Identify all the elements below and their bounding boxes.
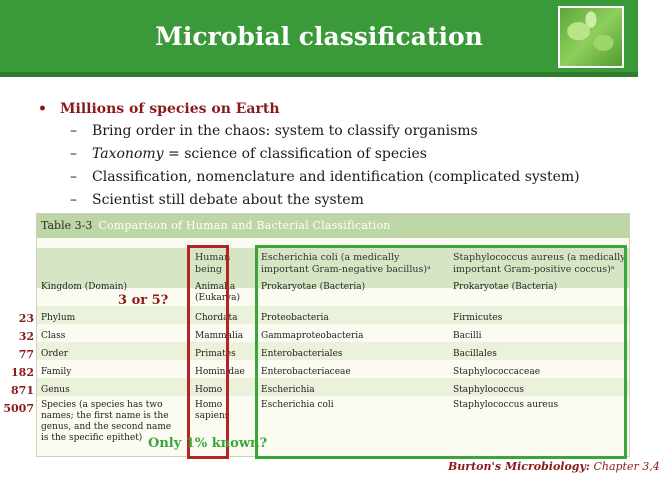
sub-bullet-text: = science of classification of species: [163, 146, 427, 162]
cell-line: Staphylococcus: [453, 385, 525, 395]
rank-cell: [41, 282, 127, 293]
rank-cell: [41, 313, 75, 324]
cell-line: Gammaproteobacteria: [261, 331, 364, 341]
slide-header: [0, 0, 638, 77]
cell-line: Escherichia: [261, 385, 315, 395]
phylum-count: 23: [18, 312, 34, 325]
rank-cell: [41, 331, 65, 342]
bullet-main: [38, 98, 618, 120]
family-count: 182: [11, 366, 34, 379]
cell-line: Staphylococcus aureus: [453, 400, 559, 410]
cell-line: Family: [41, 367, 72, 377]
header-line: important Gram-negative bacillus)ᵃ: [261, 264, 431, 275]
bacteria-columns-highlight: [255, 245, 627, 459]
table-caption: Comparison of Human and Bacterial Classification: [98, 219, 391, 232]
cell-line: Chordata: [195, 313, 238, 323]
cell-line: Prokaryotae (Bacteria): [453, 282, 558, 292]
slide-title: Microbial classification: [155, 22, 483, 51]
cell-line: (Eukarya): [195, 293, 240, 303]
dash-marker: –: [70, 146, 77, 162]
cell-line: Proteobacteria: [261, 313, 329, 323]
cell-line: Mammalia: [195, 331, 244, 341]
bullet-marker: •: [38, 101, 47, 117]
cell-line: Enterobacteriales: [261, 349, 343, 359]
known-fraction-annotation: Only 1% known?: [148, 436, 268, 451]
cell-line: Bacillales: [453, 349, 497, 359]
sub-bullet: [38, 120, 618, 143]
dash-marker: –: [70, 169, 77, 185]
order-count: 77: [18, 348, 34, 361]
table-title-bar: [37, 214, 629, 238]
sub-bullet-text: Scientist still debate about the system: [92, 192, 364, 208]
human-column-highlight: [187, 245, 229, 459]
cell-line: Hominidae: [195, 367, 245, 377]
cell-line: sapiens: [195, 411, 230, 421]
rank-cell: [41, 367, 71, 378]
cell-line: Enterobacteriaceae: [261, 367, 351, 377]
genus-count: 871: [11, 384, 34, 397]
rank-cell: [41, 385, 70, 396]
cell-line: names; the first name is the: [41, 411, 169, 421]
header-line: important Gram-positive coccus)ᵃ: [453, 264, 615, 275]
cell-line: Homo: [195, 385, 223, 395]
sub-bullet: [38, 143, 618, 166]
cell-line: Order: [41, 349, 69, 359]
header-line: Staphylococcus aureus (a medically: [453, 252, 626, 263]
cell-line: Primates: [195, 349, 236, 359]
cell-line: is the specific epithet): [41, 433, 143, 443]
cell-line: Homo: [195, 400, 223, 410]
cell-line: Firmicutes: [453, 313, 503, 323]
source-citation: [448, 460, 660, 473]
cell-line: Genus: [41, 385, 70, 395]
header-line: being: [195, 264, 222, 275]
dash-marker: –: [70, 123, 77, 139]
cell-line: Staphylococcaceae: [453, 367, 541, 377]
cell-line: genus, and the second name: [41, 422, 172, 432]
bullet-main-text: Millions of species on Earth: [60, 101, 280, 117]
cell-line: Animalia: [195, 282, 236, 292]
cell-line: Species (a species has two: [41, 400, 163, 410]
dash-marker: –: [70, 192, 77, 208]
cell-line: Phylum: [41, 313, 76, 323]
taxonomy-term: Taxonomy: [92, 146, 164, 162]
bacteria-image-icon: [558, 6, 624, 68]
header-line: Human: [195, 252, 231, 263]
source-book: Burton's Microbiology:: [448, 460, 590, 473]
cell-line: Bacilli: [453, 331, 482, 341]
rank-cell: [41, 349, 68, 360]
table-number: Table 3-3: [41, 219, 93, 232]
cell-line: Escherichia coli: [261, 400, 334, 410]
class-count: 32: [18, 330, 34, 343]
kingdom-count-annotation: 3 or 5?: [118, 293, 169, 308]
cell-line: Kingdom (Domain): [41, 282, 127, 292]
header-line: Escherichia coli (a medically: [261, 252, 400, 263]
classification-table: [36, 213, 630, 457]
cell-line: Class: [41, 331, 66, 341]
sub-bullet: [38, 189, 618, 212]
source-chapter: Chapter 3,4: [593, 460, 660, 473]
sub-bullet-text: Classification, nomenclature and identification (complicated system): [92, 169, 580, 185]
cell-line: Prokaryotae (Bacteria): [261, 282, 366, 292]
species-count: 5007: [3, 402, 34, 415]
sub-bullet: [38, 166, 618, 189]
sub-bullet-text: Bring order in the chaos: system to classify organisms: [92, 123, 478, 139]
bullet-list: [38, 98, 618, 212]
